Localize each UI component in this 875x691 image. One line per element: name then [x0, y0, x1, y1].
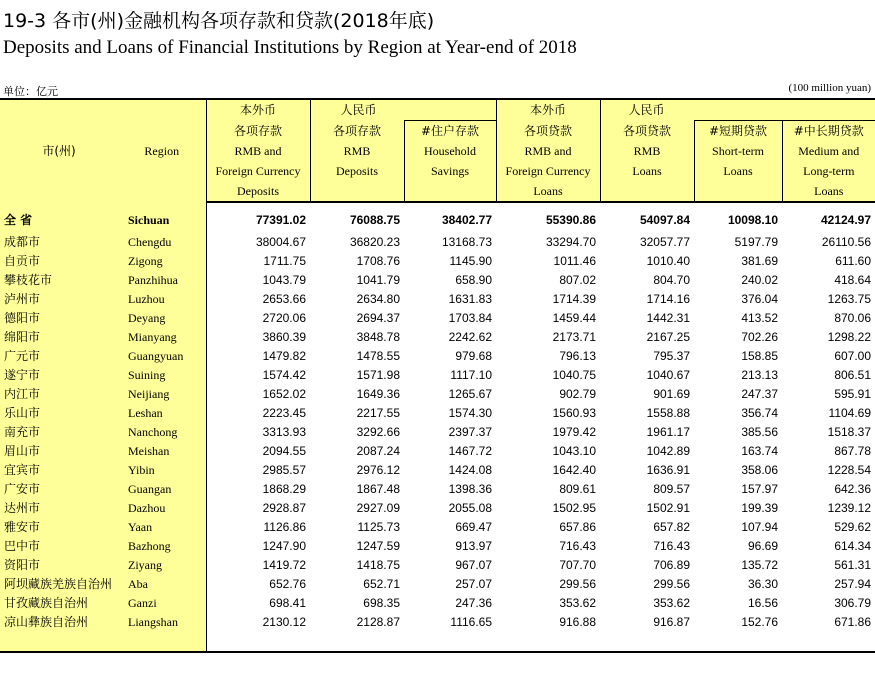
header-col-household-savings-en1: Household — [424, 144, 476, 158]
cell-household-savings: 1467.72 — [448, 444, 493, 458]
page-title-en: Deposits and Loans of Financial Institutions by Region at Year-end of 2018 — [3, 37, 577, 58]
cell-rmb-loans: 1714.16 — [646, 292, 691, 306]
table-row — [0, 366, 875, 385]
cell-household-savings: 658.90 — [455, 273, 493, 287]
cell-rmb-loans: 299.56 — [653, 577, 691, 591]
cell-blank — [404, 632, 496, 652]
table-row — [0, 461, 875, 480]
cell-short-term-loans: 152.76 — [741, 615, 779, 629]
cell-rmb-deposits: 1708.76 — [356, 254, 400, 268]
cell-rmb-loans: 1558.88 — [646, 406, 691, 420]
cell-long-term-loans: 867.78 — [834, 444, 872, 458]
cell-foreign-deposits: 1126.86 — [263, 520, 306, 534]
cell-region: Deyang — [118, 309, 206, 328]
header-col-long-term-loans-en2: Long-term — [803, 164, 855, 178]
cell-short-term-loans: 96.69 — [747, 539, 779, 553]
header-col-foreign-deposits-cn: 各项存款 — [233, 123, 282, 138]
cell-long-term-loans: 42124.97 — [820, 213, 872, 227]
table-row — [0, 233, 875, 252]
header-col-foreign-loans-en1: RMB and — [524, 143, 572, 158]
cell-household-savings: 913.97 — [455, 539, 493, 553]
cell-rmb-deposits: 1247.59 — [356, 539, 400, 553]
cell-foreign-loans: 1459.44 — [552, 311, 597, 325]
cell-city: 乐山市 — [0, 404, 118, 423]
table-row — [0, 404, 875, 423]
cell-long-term-loans: 595.91 — [834, 387, 872, 401]
cell-rmb-deposits: 36820.23 — [349, 235, 400, 249]
header-col-rmb-loans — [600, 121, 694, 203]
cell-region: Mianyang — [118, 328, 206, 347]
table-row — [0, 328, 875, 347]
cell-foreign-loans: 1560.93 — [552, 406, 597, 420]
header-region: Region — [118, 99, 206, 202]
cell-short-term-loans: 163.74 — [741, 444, 779, 458]
header-city: 市(州) — [0, 99, 118, 202]
header-col-rmb-loans-en1: RMB — [633, 143, 661, 158]
header-col-foreign-loans-en2: Foreign Currency — [505, 163, 591, 178]
cell-short-term-loans: 16.56 — [747, 596, 779, 610]
cell-rmb-deposits: 1571.98 — [356, 368, 400, 382]
cell-region: Neijiang — [118, 385, 206, 404]
cell-foreign-deposits: 2653.66 — [262, 292, 306, 306]
cell-short-term-loans: 702.26 — [741, 330, 779, 344]
table-row — [0, 385, 875, 404]
cell-long-term-loans: 529.62 — [834, 520, 872, 534]
cell-region: Dazhou — [118, 499, 206, 518]
header-col-short-term-loans-en2: Loans — [723, 164, 753, 178]
cell-foreign-deposits: 2094.55 — [262, 444, 306, 458]
header-col-rmb-deposits-en2: Deposits — [336, 163, 378, 178]
cell-short-term-loans: 385.56 — [741, 425, 779, 439]
cell-household-savings: 669.47 — [455, 520, 493, 534]
cell-household-savings: 979.68 — [455, 349, 493, 363]
cell-blank — [694, 632, 782, 652]
cell-household-savings: 1398.36 — [448, 482, 493, 496]
cell-foreign-loans: 2173.71 — [552, 330, 597, 344]
table-row — [0, 594, 875, 613]
cell-foreign-deposits: 2223.45 — [262, 406, 306, 420]
cell-foreign-deposits: 77391.02 — [255, 213, 306, 227]
cell-rmb-deposits: 2087.24 — [356, 444, 400, 458]
header-col-short-term-loans — [694, 121, 782, 203]
cell-region: Aba — [118, 575, 206, 594]
cell-foreign-deposits: 1479.82 — [262, 349, 306, 363]
cell-long-term-loans: 1263.75 — [827, 292, 872, 306]
cell-long-term-loans: 614.34 — [834, 539, 872, 553]
cell-rmb-loans: 901.69 — [653, 387, 691, 401]
cell-short-term-loans: 381.69 — [741, 254, 779, 268]
cell-short-term-loans: 5197.79 — [734, 235, 779, 249]
table-row — [0, 613, 875, 632]
header-col-household-savings-cn: #住户存款 — [420, 124, 480, 138]
cell-rmb-deposits: 2128.87 — [356, 615, 400, 629]
cell-foreign-deposits: 1419.72 — [262, 558, 306, 572]
cell-short-term-loans: 413.52 — [741, 311, 779, 325]
cell-blank — [496, 632, 600, 652]
cell-foreign-loans: 807.02 — [559, 273, 597, 287]
cell-foreign-deposits: 3313.93 — [262, 425, 306, 439]
header-group-rmb-deposits: 人民币 — [310, 99, 496, 121]
cell-foreign-deposits: 1574.42 — [262, 368, 306, 382]
table-row — [0, 423, 875, 442]
cell-foreign-loans: 657.86 — [559, 520, 597, 534]
cell-household-savings: 1631.83 — [448, 292, 493, 306]
cell-region: Luzhou — [118, 290, 206, 309]
cell-rmb-deposits: 3292.66 — [356, 425, 400, 439]
cell-foreign-loans: 1011.46 — [553, 254, 597, 268]
cell-long-term-loans: 611.60 — [835, 254, 872, 268]
cell-city: 德阳市 — [0, 309, 118, 328]
cell-city: 内江市 — [0, 385, 118, 404]
header-col-rmb-loans-en2: Loans — [632, 163, 662, 178]
table-row — [0, 290, 875, 309]
cell-blank — [0, 632, 118, 652]
table-row-spacer — [0, 632, 875, 652]
header-col-long-term-loans-en3: Loans — [814, 184, 844, 198]
cell-rmb-loans: 1961.17 — [646, 425, 691, 439]
cell-household-savings: 1703.84 — [448, 311, 493, 325]
cell-rmb-deposits: 652.71 — [363, 577, 400, 591]
header-col-long-term-loans-cn: #中长期贷款 — [793, 124, 864, 138]
cell-blank — [118, 632, 206, 652]
cell-household-savings: 1424.08 — [448, 463, 493, 477]
header-col-foreign-deposits-en3: Deposits — [237, 183, 279, 198]
table-row — [0, 309, 875, 328]
table-row — [0, 252, 875, 271]
cell-foreign-loans: 1714.39 — [552, 292, 597, 306]
cell-city: 全 省 — [0, 202, 118, 233]
cell-foreign-deposits: 652.76 — [269, 577, 306, 591]
table-row — [0, 575, 875, 594]
cell-city: 宜宾市 — [0, 461, 118, 480]
cell-short-term-loans: 376.04 — [741, 292, 779, 306]
cell-region: Liangshan — [118, 613, 206, 632]
cell-city: 眉山市 — [0, 442, 118, 461]
header-col-foreign-loans-en3: Loans — [533, 183, 563, 198]
cell-long-term-loans: 1228.54 — [827, 463, 872, 477]
cell-short-term-loans: 356.74 — [741, 406, 779, 420]
cell-foreign-loans: 1979.42 — [552, 425, 597, 439]
cell-foreign-deposits: 3860.39 — [262, 330, 306, 344]
cell-household-savings: 2055.08 — [448, 501, 493, 515]
table-header — [0, 99, 875, 202]
cell-rmb-loans: 706.89 — [653, 558, 691, 572]
cell-rmb-loans: 32057.77 — [639, 235, 691, 249]
cell-rmb-loans: 916.87 — [653, 615, 691, 629]
page-title-cn: 19-3 各市(州)金融机构各项存款和贷款(2018年底) — [3, 10, 435, 32]
header-col-foreign-deposits-en2: Foreign Currency — [215, 163, 301, 178]
cell-rmb-deposits: 1649.36 — [356, 387, 400, 401]
cell-rmb-deposits: 2634.80 — [356, 292, 400, 306]
header-col-rmb-deposits-en1: RMB — [343, 143, 371, 158]
table-row — [0, 480, 875, 499]
cell-city: 广元市 — [0, 347, 118, 366]
cell-foreign-loans: 796.13 — [559, 349, 597, 363]
cell-short-term-loans: 213.13 — [741, 368, 779, 382]
cell-region: Nanchong — [118, 423, 206, 442]
table-row — [0, 556, 875, 575]
cell-rmb-deposits: 1478.55 — [356, 349, 400, 363]
cell-region: Yaan — [118, 518, 206, 537]
cell-city: 巴中市 — [0, 537, 118, 556]
cell-city: 达州市 — [0, 499, 118, 518]
cell-rmb-deposits: 1418.75 — [356, 558, 400, 572]
cell-city: 南充市 — [0, 423, 118, 442]
cell-city: 甘孜藏族自治州 — [0, 594, 118, 613]
cell-city: 成都市 — [0, 233, 118, 252]
cell-foreign-loans: 707.70 — [559, 558, 597, 572]
cell-rmb-loans: 353.62 — [653, 596, 691, 610]
cell-foreign-loans: 1502.95 — [552, 501, 597, 515]
cell-city: 自贡市 — [0, 252, 118, 271]
cell-short-term-loans: 135.72 — [741, 558, 779, 572]
cell-city: 攀枝花市 — [0, 271, 118, 290]
cell-foreign-loans: 1043.10 — [552, 444, 597, 458]
cell-rmb-loans: 2167.25 — [646, 330, 691, 344]
cell-city: 泸州市 — [0, 290, 118, 309]
cell-blank — [206, 632, 310, 652]
header-col-household-savings-en2: Savings — [431, 164, 470, 178]
cell-rmb-loans: 1442.31 — [646, 311, 691, 325]
cell-household-savings: 1265.67 — [448, 387, 493, 401]
data-table — [0, 98, 875, 653]
cell-region: Sichuan — [118, 202, 206, 233]
header-group-foreign-loans: 本外币 — [496, 99, 600, 121]
cell-city: 凉山彝族自治州 — [0, 613, 118, 632]
cell-foreign-deposits: 1247.90 — [262, 539, 306, 553]
cell-foreign-deposits: 1652.02 — [262, 387, 306, 401]
cell-long-term-loans: 870.06 — [834, 311, 872, 325]
cell-long-term-loans: 806.51 — [834, 368, 872, 382]
cell-region: Chengdu — [118, 233, 206, 252]
cell-rmb-deposits: 2976.12 — [356, 463, 400, 477]
cell-household-savings: 1145.90 — [449, 254, 493, 268]
cell-long-term-loans: 561.31 — [834, 558, 872, 572]
cell-foreign-loans: 299.56 — [559, 577, 597, 591]
cell-household-savings: 2242.62 — [448, 330, 493, 344]
cell-long-term-loans: 257.94 — [834, 577, 872, 591]
cell-region: Meishan — [118, 442, 206, 461]
cell-foreign-deposits: 1868.29 — [262, 482, 306, 496]
cell-rmb-loans: 1040.67 — [646, 368, 691, 382]
cell-long-term-loans: 607.00 — [834, 349, 872, 363]
cell-long-term-loans: 1104.69 — [828, 406, 872, 420]
table-row — [0, 271, 875, 290]
cell-city: 阿坝藏族羌族自治州 — [0, 575, 118, 594]
cell-region: Leshan — [118, 404, 206, 423]
header-col-foreign-deposits — [206, 121, 310, 203]
cell-foreign-deposits: 2720.06 — [262, 311, 306, 325]
cell-household-savings: 13168.73 — [441, 235, 493, 249]
cell-foreign-deposits: 2985.57 — [262, 463, 306, 477]
cell-short-term-loans: 157.97 — [741, 482, 779, 496]
header-col-short-term-loans-cn: #短期贷款 — [708, 124, 768, 138]
cell-region: Bazhong — [118, 537, 206, 556]
cell-city: 雅安市 — [0, 518, 118, 537]
cell-blank — [600, 632, 694, 652]
cell-city: 广安市 — [0, 480, 118, 499]
cell-short-term-loans: 247.37 — [741, 387, 779, 401]
cell-blank — [782, 632, 875, 652]
cell-long-term-loans: 418.64 — [834, 273, 872, 287]
cell-foreign-loans: 353.62 — [559, 596, 597, 610]
cell-household-savings: 2397.37 — [448, 425, 493, 439]
cell-rmb-loans: 1636.91 — [646, 463, 691, 477]
header-group-foreign-deposits: 本外币 — [206, 99, 310, 121]
cell-region: Ganzi — [118, 594, 206, 613]
cell-long-term-loans: 1518.37 — [827, 425, 872, 439]
table-row — [0, 442, 875, 461]
cell-long-term-loans: 1298.22 — [827, 330, 872, 344]
cell-foreign-deposits: 698.41 — [269, 596, 306, 610]
cell-short-term-loans: 10098.10 — [727, 213, 779, 227]
cell-region: Guangan — [118, 480, 206, 499]
cell-foreign-loans: 916.88 — [559, 615, 597, 629]
cell-foreign-loans: 1642.40 — [552, 463, 597, 477]
cell-rmb-loans: 809.57 — [653, 482, 691, 496]
cell-foreign-deposits: 2130.12 — [262, 615, 306, 629]
header-col-household-savings — [404, 121, 496, 203]
cell-rmb-loans: 716.43 — [653, 539, 691, 553]
header-col-rmb-deposits-cn: 各项存款 — [332, 123, 381, 138]
cell-household-savings: 1117.10 — [450, 368, 493, 382]
cell-rmb-deposits: 2927.09 — [356, 501, 400, 515]
cell-rmb-loans: 1010.40 — [646, 254, 691, 268]
cell-region: Ziyang — [118, 556, 206, 575]
cell-foreign-loans: 33294.70 — [545, 235, 597, 249]
cell-rmb-loans: 657.82 — [653, 520, 691, 534]
unit-label-cn: 单位：亿元 — [3, 85, 58, 98]
cell-foreign-loans: 902.79 — [559, 387, 597, 401]
header-col-rmb-deposits — [310, 121, 404, 203]
cell-city: 资阳市 — [0, 556, 118, 575]
table-row — [0, 537, 875, 556]
cell-region: Suining — [118, 366, 206, 385]
cell-rmb-deposits: 1867.48 — [356, 482, 400, 496]
cell-rmb-deposits: 2694.37 — [356, 311, 400, 325]
cell-region: Panzhihua — [118, 271, 206, 290]
cell-household-savings: 247.36 — [455, 596, 493, 610]
cell-rmb-deposits: 1041.79 — [356, 273, 400, 287]
cell-rmb-loans: 1502.91 — [646, 501, 691, 515]
header-col-foreign-loans-cn: 各项贷款 — [524, 123, 573, 138]
header-group-rmb-loans: 人民币 — [600, 99, 875, 121]
cell-rmb-loans: 804.70 — [653, 273, 691, 287]
header-col-foreign-loans — [496, 121, 600, 203]
table-row — [0, 347, 875, 366]
cell-region: Yibin — [118, 461, 206, 480]
cell-short-term-loans: 36.30 — [747, 577, 779, 591]
cell-rmb-deposits: 76088.75 — [349, 213, 400, 227]
cell-household-savings: 257.07 — [455, 577, 493, 591]
cell-short-term-loans: 358.06 — [741, 463, 779, 477]
cell-short-term-loans: 107.94 — [741, 520, 779, 534]
cell-rmb-loans: 54097.84 — [639, 213, 691, 227]
cell-household-savings: 967.07 — [455, 558, 493, 572]
cell-foreign-loans: 809.61 — [559, 482, 597, 496]
cell-foreign-loans: 55390.86 — [545, 213, 597, 227]
cell-household-savings: 1116.65 — [450, 615, 493, 629]
cell-foreign-deposits: 2928.87 — [262, 501, 306, 515]
cell-rmb-loans: 1042.89 — [646, 444, 691, 458]
cell-long-term-loans: 671.86 — [834, 615, 872, 629]
header-col-long-term-loans — [782, 121, 875, 203]
cell-rmb-loans: 795.37 — [653, 349, 691, 363]
cell-rmb-deposits: 698.35 — [363, 596, 400, 610]
cell-long-term-loans: 642.36 — [834, 482, 872, 496]
cell-foreign-deposits: 1043.79 — [262, 273, 306, 287]
cell-long-term-loans: 1239.12 — [827, 501, 872, 515]
cell-rmb-deposits: 1125.73 — [357, 520, 400, 534]
cell-short-term-loans: 240.02 — [741, 273, 779, 287]
cell-long-term-loans: 26110.56 — [821, 235, 872, 249]
header-col-rmb-loans-cn: 各项贷款 — [623, 123, 672, 138]
cell-short-term-loans: 158.85 — [741, 349, 779, 363]
cell-household-savings: 1574.30 — [448, 406, 493, 420]
cell-blank — [310, 632, 404, 652]
table-row — [0, 518, 875, 537]
unit-label-en: (100 million yuan) — [788, 82, 871, 94]
cell-region: Guangyuan — [118, 347, 206, 366]
cell-household-savings: 38402.77 — [441, 213, 493, 227]
cell-long-term-loans: 306.79 — [834, 596, 872, 610]
cell-rmb-deposits: 3848.78 — [356, 330, 400, 344]
table-row — [0, 499, 875, 518]
cell-short-term-loans: 199.39 — [741, 501, 779, 515]
cell-city: 遂宁市 — [0, 366, 118, 385]
cell-region: Zigong — [118, 252, 206, 271]
table-row-total — [0, 202, 875, 233]
header-col-short-term-loans-en1: Short-term — [712, 144, 765, 158]
cell-foreign-loans: 1040.75 — [552, 368, 597, 382]
header-col-foreign-deposits-en1: RMB and — [234, 143, 282, 158]
header-col-long-term-loans-en1: Medium and — [798, 144, 860, 158]
cell-city: 绵阳市 — [0, 328, 118, 347]
cell-foreign-loans: 716.43 — [559, 539, 597, 553]
table-body — [0, 202, 875, 652]
cell-foreign-deposits: 1711.75 — [263, 254, 306, 268]
cell-foreign-deposits: 38004.67 — [255, 235, 306, 249]
cell-rmb-deposits: 2217.55 — [356, 406, 400, 420]
